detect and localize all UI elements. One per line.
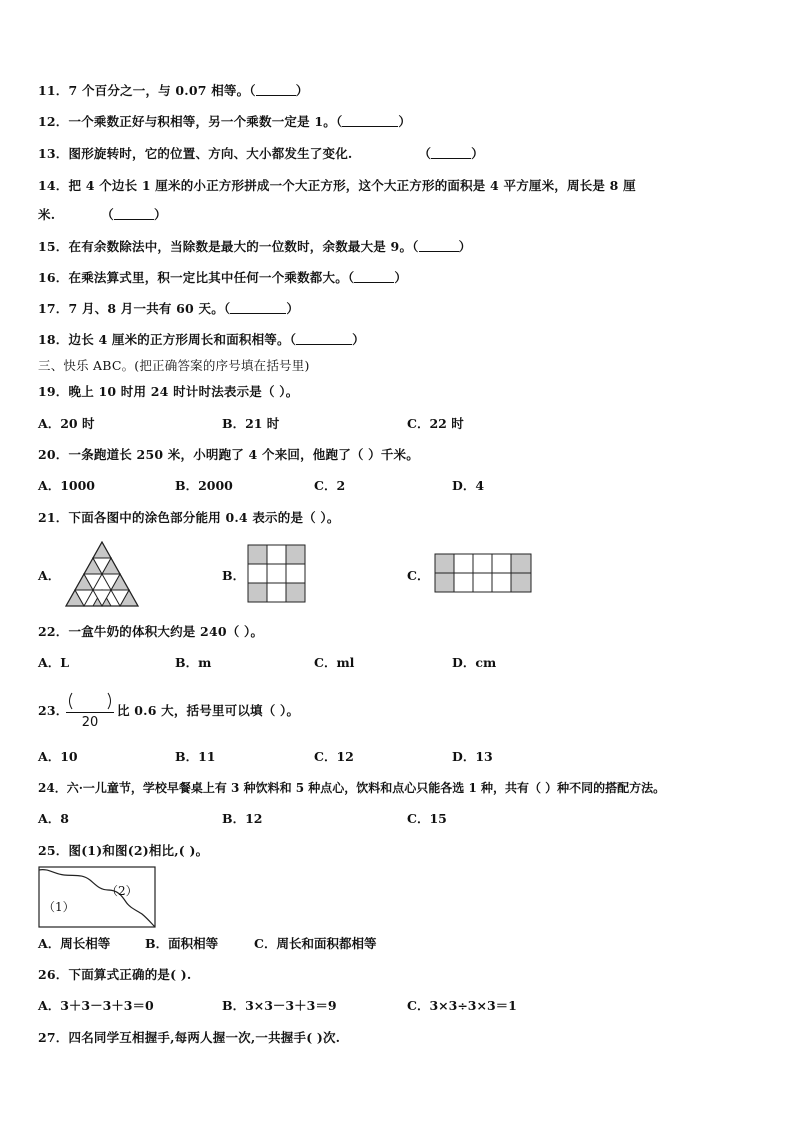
fraction-bar (66, 712, 114, 713)
option-d[interactable]: D．cm (452, 655, 497, 670)
option-b[interactable]: B．3×3－3＋3＝9 (222, 998, 337, 1013)
question-14: 14．把 4 个边长 1 厘米的小正方形拼成一个大正方形，这个大正方形的面积是 4 平方厘米，周长是 8 厘 (38, 178, 636, 193)
option-d[interactable]: D．13 (452, 749, 493, 764)
option-d[interactable]: D．4 (452, 478, 485, 493)
option-a[interactable]: A．10 (38, 749, 78, 764)
question-12: 12．一个乘数正好与积相等，另一个乘数一定是 1。（ ） (38, 114, 412, 129)
option-a[interactable]: A．L (38, 655, 69, 670)
question-24: 24．六·一儿童节，学校早餐桌上有 3 种饮料和 5 种点心，饮料和点心只能各选 1 种，共有（ ）种不同的搭配方法。 (38, 781, 666, 795)
option-c[interactable]: C． (407, 568, 430, 583)
option-b[interactable]: B．12 (222, 811, 263, 826)
option-a[interactable]: A．20 时 (38, 416, 95, 431)
answer-blank[interactable] (342, 114, 398, 127)
option-a[interactable]: A．8 (38, 811, 69, 826)
option-b[interactable]: B． (222, 568, 246, 583)
answer-blank[interactable] (114, 207, 154, 220)
question-23-num: 23． (38, 703, 69, 718)
fraction-denominator: 20 (81, 715, 99, 730)
question-11: 11．7 个百分之一，与 0.07 相等。（ ） (38, 83, 309, 98)
answer-blank[interactable] (296, 332, 352, 345)
section-heading: 三、快乐 ABC。(把正确答案的序号填在括号里) (38, 358, 310, 373)
triangle-figure (64, 541, 140, 607)
question-13: 13．图形旋转时，它的位置、方向、大小都发生了变化. （ ） (38, 146, 484, 161)
option-c[interactable]: C．22 时 (407, 416, 464, 431)
region-2-label: （2） (106, 884, 138, 898)
question-27: 27．四名同学互相握手,每两人握一次,一共握手( )次. (38, 1030, 341, 1045)
answer-blank[interactable] (431, 146, 471, 159)
answer-blank[interactable] (230, 301, 286, 314)
question-19: 19．晚上 10 时用 24 时计时法表示是（ ）。 (38, 384, 299, 399)
option-b[interactable]: B．11 (175, 749, 216, 764)
question-18: 18．边长 4 厘米的正方形周长和面积相等。（ ） (38, 332, 365, 347)
answer-blank[interactable] (354, 270, 394, 283)
grid-2x5-figure (434, 553, 533, 594)
option-c[interactable]: C．3×3÷3×3＝1 (407, 998, 517, 1013)
question-25: 25．图(1)和图(2)相比,( )。 (38, 843, 209, 858)
question-14-cont: 米. （ ） (38, 207, 167, 222)
question-22: 22．一盒牛奶的体积大约是 240（ ）。 (38, 624, 264, 639)
option-c[interactable]: C．15 (407, 811, 447, 826)
rectangle-divided-figure (38, 866, 156, 928)
question-21: 21．下面各图中的涂色部分能用 0.4 表示的是（ ）。 (38, 510, 340, 525)
option-c[interactable]: C．周长和面积都相等 (254, 936, 377, 951)
question-15: 15．在有余数除法中，当除数是最大的一位数时，余数最大是 9。（ ） (38, 239, 472, 254)
option-a[interactable]: A．1000 (38, 478, 95, 493)
option-a[interactable]: A．周长相等 (38, 936, 111, 951)
question-20: 20．一条跑道长 250 米，小明跑了 4 个来回，他跑了（ ）千米。 (38, 447, 419, 462)
option-b[interactable]: B．面积相等 (145, 936, 219, 951)
fraction-numerator-blank[interactable] (64, 690, 116, 712)
grid-3x3-figure (247, 544, 307, 604)
option-b[interactable]: B．21 时 (222, 416, 280, 431)
question-26: 26．下面算式正确的是( ). (38, 967, 192, 982)
answer-blank[interactable] (419, 239, 459, 252)
answer-blank[interactable] (256, 83, 296, 96)
option-c[interactable]: C．2 (314, 478, 346, 493)
option-b[interactable]: B．2000 (175, 478, 233, 493)
question-17: 17．7 月、8 月一共有 60 天。（ ） (38, 301, 300, 316)
fraction (64, 690, 116, 734)
option-a[interactable]: A．3＋3－3＋3＝0 (38, 998, 154, 1013)
option-c[interactable]: C．ml (314, 655, 355, 670)
question-23: 比 0.6 大，括号里可以填（ ）。 (117, 703, 300, 718)
question-16: 16．在乘法算式里，积一定比其中任何一个乘数都大。（ ） (38, 270, 408, 285)
option-b[interactable]: B．m (175, 655, 212, 670)
option-c[interactable]: C．12 (314, 749, 354, 764)
option-a[interactable]: A． (38, 568, 61, 583)
region-1-label: （1） (43, 900, 75, 914)
